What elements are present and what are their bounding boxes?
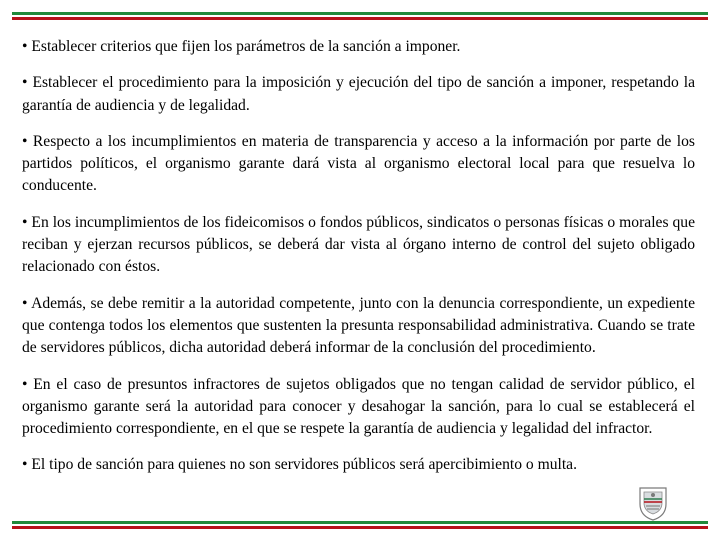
bullet-paragraph-2: • Establecer el procedimiento para la imposición y ejecución del tipo de sanción a imponer, respetando la garantía de audiencia y de legalidad. — [22, 74, 695, 114]
bottom-green-stripe — [12, 521, 708, 524]
senate-seal-icon — [636, 484, 670, 522]
bullet-paragraph-7: • El tipo de sanción para quienes no son servidores públicos será apercibimiento o multa. — [22, 456, 577, 474]
bullet-paragraph-3: • Respecto a los incumplimientos en materia de transparencia y acceso a la información por parte de los partidos políticos, el organismo garante dará vista al organismo electoral local para que resuelva lo conducente. — [22, 132, 695, 195]
bottom-red-stripe — [12, 526, 708, 529]
bullet-paragraph-6: • En el caso de presuntos infractores de sujetos obligados que no tengan calidad de servidor público, el organismo garante será la autoridad para conocer y desahogar la sanción, para lo cual se establecerá el procedimiento correspondiente, en el que se respete la garantía de audiencia y legalidad del infractor. — [22, 375, 695, 438]
bullet-paragraph-5: • Además, se debe remitir a la autoridad competente, junto con la denuncia correspondiente, un expediente que contenga todos los elementos que sustenten la presunta responsabilidad administrativa. Cuando se trate de servidores públicos, dicha autoridad deberá informar de la conclusión del procedimiento. — [22, 294, 695, 357]
bullet-paragraph-1: • Establecer criterios que fijen los parámetros de la sanción a imponer. — [22, 38, 461, 55]
top-red-stripe — [12, 17, 708, 20]
bullet-paragraph-4: • En los incumplimientos de los fideicomisos o fondos públicos, sindicatos o personas físicas o morales que reciban y ejerzan recursos públicos, se deberá dar vista al órgano interno de control del sujeto obligado relacionado con éstos. — [22, 213, 695, 276]
bullet-list — [22, 36, 695, 477]
